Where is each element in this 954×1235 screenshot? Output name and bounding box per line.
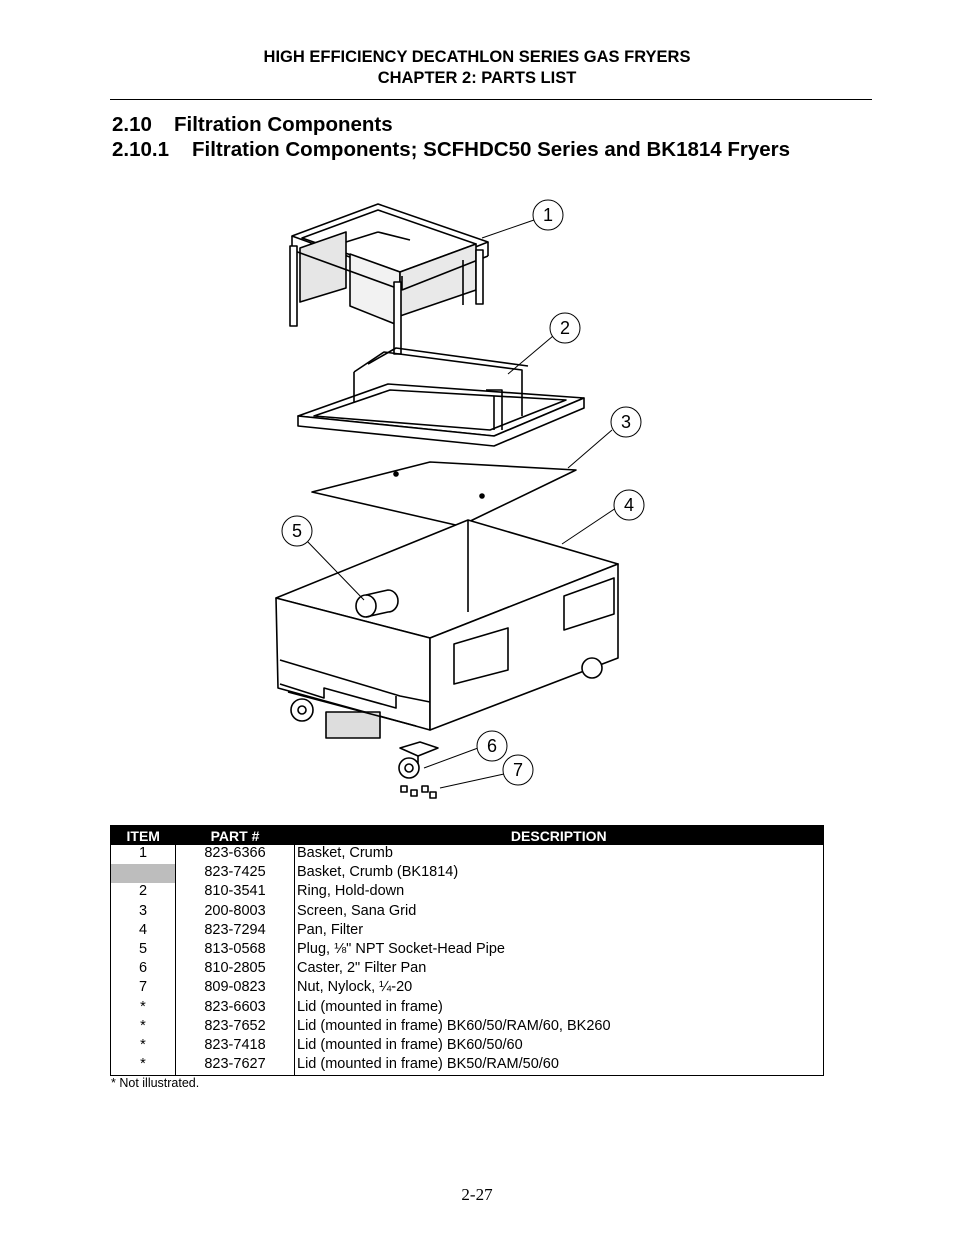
cell-part-number: 813-0568 [176, 941, 295, 960]
document-header-title: HIGH EFFICIENCY DECATHLON SERIES GAS FRYERS [263, 48, 691, 66]
cell-description: Screen, Sana Grid [297, 902, 417, 919]
footnote: * Not illustrated. [111, 1076, 200, 1090]
cell-item: 7 [111, 979, 176, 998]
header-divider [110, 99, 872, 100]
callout-1 [533, 200, 563, 230]
table-row [111, 941, 824, 960]
cell-description: Basket, Crumb (BK1814) [297, 864, 459, 881]
cell-part-number: 823-7294 [176, 922, 295, 941]
callout-label: 7 [512, 760, 524, 780]
filter-screen-drawing [312, 462, 576, 526]
cell-item: 5 [111, 941, 176, 960]
cell-part-number: 810-3541 [176, 883, 295, 902]
cell-part-number: 823-7425 [176, 864, 295, 883]
table-row [111, 922, 824, 941]
cell-item: * [111, 1018, 176, 1037]
table-row [111, 1018, 824, 1037]
column-header-part: PART # [176, 826, 295, 846]
table-row [111, 960, 824, 979]
table-row [111, 979, 824, 998]
table-row [111, 903, 824, 922]
filter-pan-drawing [276, 520, 618, 738]
section-title: Filtration Components [174, 113, 393, 136]
cell-item: 6 [111, 960, 176, 979]
cell-part-number: 823-6603 [176, 999, 295, 1018]
cell-part-number: 200-8003 [176, 903, 295, 922]
cell-item: 2 [111, 883, 176, 902]
cell-description: Plug, ⅛" NPT Socket-Head Pipe [297, 940, 505, 957]
cell-part-number: 809-0823 [176, 979, 295, 998]
cell-part-number: 823-6366 [176, 845, 295, 864]
cell-description: Basket, Crumb [297, 845, 393, 861]
cell-part-number: 823-7652 [176, 1018, 295, 1037]
callout-label: 4 [623, 495, 635, 515]
column-header-description: DESCRIPTION [295, 826, 824, 846]
subsection-number: 2.10.1 [112, 138, 169, 161]
cell-description: Pan, Filter [297, 921, 364, 938]
cell-description: Lid (mounted in frame) BK60/50/60 [297, 1036, 523, 1053]
cell-item: 1 [111, 845, 176, 864]
cell-part-number: 823-7418 [176, 1037, 295, 1056]
callout-label: 5 [291, 521, 303, 541]
nylock-nuts-drawing [401, 786, 436, 798]
cell-item: * [111, 1037, 176, 1056]
page-number: 2-27 [461, 1185, 493, 1204]
callout-3 [611, 407, 641, 437]
section-number: 2.10 [112, 113, 152, 136]
cell-description: Lid (mounted in frame) [297, 998, 443, 1015]
table-row [111, 864, 824, 883]
subsection-heading [112, 138, 790, 162]
cell-description: Ring, Hold-down [297, 883, 405, 900]
callout-label: 6 [486, 736, 498, 756]
table-row [111, 1056, 824, 1076]
callout-2 [550, 313, 580, 343]
callout-6 [477, 731, 507, 761]
callout-label: 1 [542, 205, 554, 225]
callout-5 [282, 516, 312, 546]
cell-description: Caster, 2" Filter Pan [297, 960, 427, 977]
cell-description: Lid (mounted in frame) BK50/RAM/50/60 [297, 1056, 559, 1073]
column-header-item: ITEM [111, 826, 176, 846]
document-header-chapter: CHAPTER 2: PARTS LIST [377, 69, 577, 87]
cell-part-number: 823-7627 [176, 1056, 295, 1076]
cell-part-number: 810-2805 [176, 960, 295, 979]
parts-table [110, 825, 824, 1076]
cell-description: Lid (mounted in frame) BK60/50/RAM/60, BK260 [297, 1017, 611, 1034]
parts-table-header-row [111, 826, 824, 846]
subsection-title: Filtration Components; SCFHDC50 Series and BK1814 Fryers [192, 138, 791, 161]
caster-drawing [399, 742, 438, 778]
callout-7 [503, 755, 533, 785]
table-row [111, 999, 824, 1018]
cell-item: 3 [111, 903, 176, 922]
hold-down-ring-drawing [298, 348, 584, 446]
callout-label: 3 [620, 412, 632, 432]
table-row [111, 845, 824, 864]
callout-label: 2 [559, 318, 571, 338]
cell-item: 4 [111, 922, 176, 941]
cell-item: * [111, 999, 176, 1018]
section-heading [112, 113, 393, 137]
table-row [111, 1037, 824, 1056]
cell-description: Nut, Nylock, ¼-20 [297, 979, 413, 996]
crumb-basket-drawing [290, 204, 488, 354]
table-row [111, 883, 824, 902]
exploded-parts-diagram [250, 190, 670, 805]
callout-4 [614, 490, 644, 520]
cell-item [111, 864, 176, 883]
cell-item: * [111, 1056, 176, 1076]
